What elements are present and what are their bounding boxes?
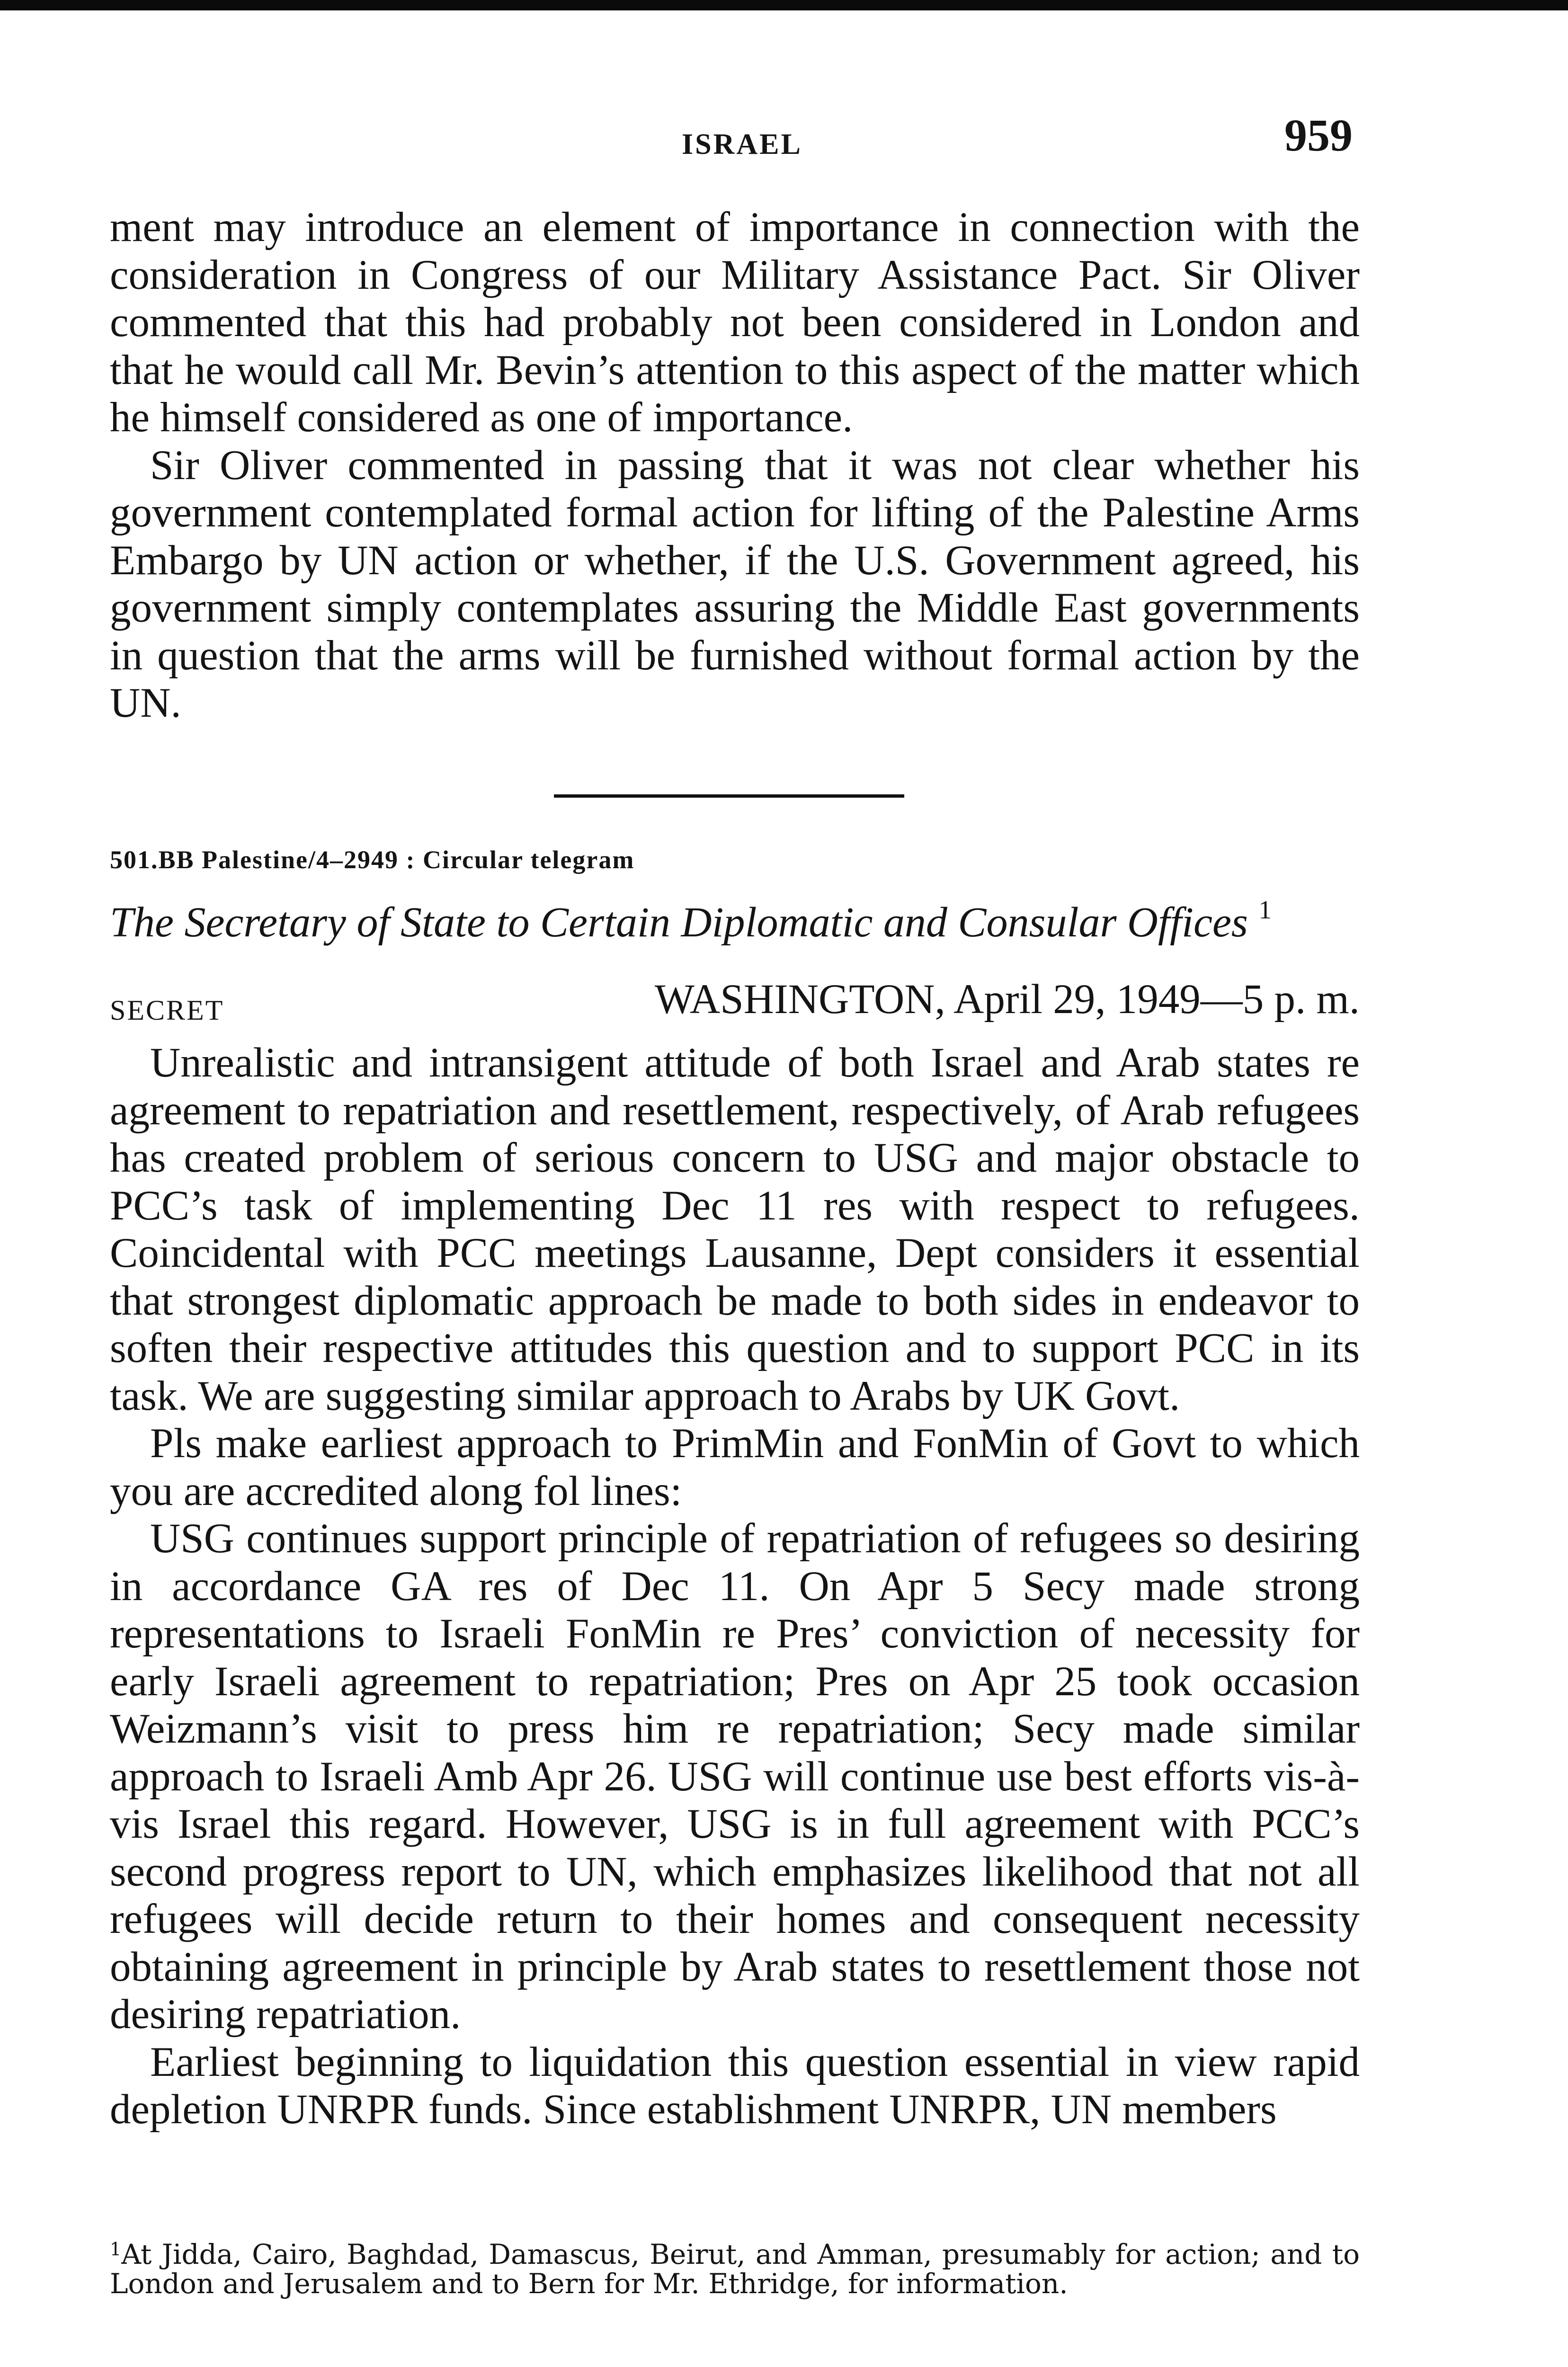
page-number: 959 [1284, 110, 1353, 160]
file-reference: 501.BB Palestine/4–2949 : Circular telegram [110, 845, 635, 874]
document-title [110, 895, 1379, 947]
continuation-paragraph: Sir Oliver commented in passing that it was not clear whether his government contemplated formal action for lifting of the Palestine Arms Embargo by UN action or whether, if the U.S. Government agreed, his government simply contemplates assuring the Middle East governments in question that the arms will be furnished without formal action by the UN. [110, 442, 1360, 726]
title-footnote-marker: 1 [1258, 895, 1272, 924]
continuation-paragraph: ment may introduce an element of importance in connection with the consideration in Congress of our Military Assistance Pact. Sir Oliver commented that this had probably not been considered in London and that he would call Mr. Bevin’s attention to this aspect of the matter which he himself considered as one of importance. [110, 204, 1360, 441]
telegram-paragraph: Earliest beginning to liquidation this question essential in view rapid depletion UNRPR funds. Since establishment UNRPR, UN members [110, 2038, 1360, 2133]
footnote [110, 2234, 1360, 2298]
footnote-marker: 1 [110, 2239, 122, 2260]
telegram-paragraph: Unrealistic and intransigent attitude of both Israel and Arab states re agreement to repatriation and resettlement, respectively, of Arab refugees has created problem of serious concern to USG and major obstacle to PCC’s task of implementing Dec 11 res with respect to refugees. Coincidental with PCC meetings Lausanne, Dept considers it essential that strongest diplomatic approach be made to both sides in endeavor to soften their respective attitudes this question and to support PCC in its task. We are suggesting similar approach to Arabs by UK Govt. [110, 1040, 1360, 1419]
telegram-paragraph: USG continues support principle of repatriation of refugees so desiring in accordance GA res of Dec 11. On Apr 5 Secy made strong representations to Israeli FonMin re Pres’ conviction of necessity for early Israeli agreement to repatriation; Pres on Apr 25 took occasion Weizmann’s visit to press him re repatriation; Secy made similar approach to Israeli Amb Apr 26. USG will continue use best efforts vis-à-vis Israel this regard. However, USG is in full agreement with PCC’s second progress report to UN, which emphasizes likelihood that not all refugees will decide return to their homes and consequent necessity obtaining agreement in principle by Arab states to resettlement those not desiring repatriation. [110, 1515, 1360, 2038]
document-title-text: The Secretary of State to Certain Diplomatic and Consular Offices [110, 899, 1248, 946]
page-top-border [0, 0, 1568, 10]
section-separator [554, 794, 904, 798]
dateline: WASHINGTON, April 29, 1949—5 p. m. [654, 976, 1360, 1023]
classification-label: SECRET [110, 995, 224, 1026]
running-head: ISRAEL [682, 128, 802, 160]
continuation-text [110, 204, 1360, 727]
footnote-text: At Jidda, Cairo, Baghdad, Damascus, Beirut, and Amman, presumably for action; and to London and Jerusalem and to Bern for Mr. Ethridge, for information. [110, 2238, 1360, 2300]
telegram-body [110, 1039, 1360, 2134]
telegram-paragraph: Pls make earliest approach to PrimMin and FonMin of Govt to which you are accredited along fol lines: [110, 1420, 1360, 1514]
